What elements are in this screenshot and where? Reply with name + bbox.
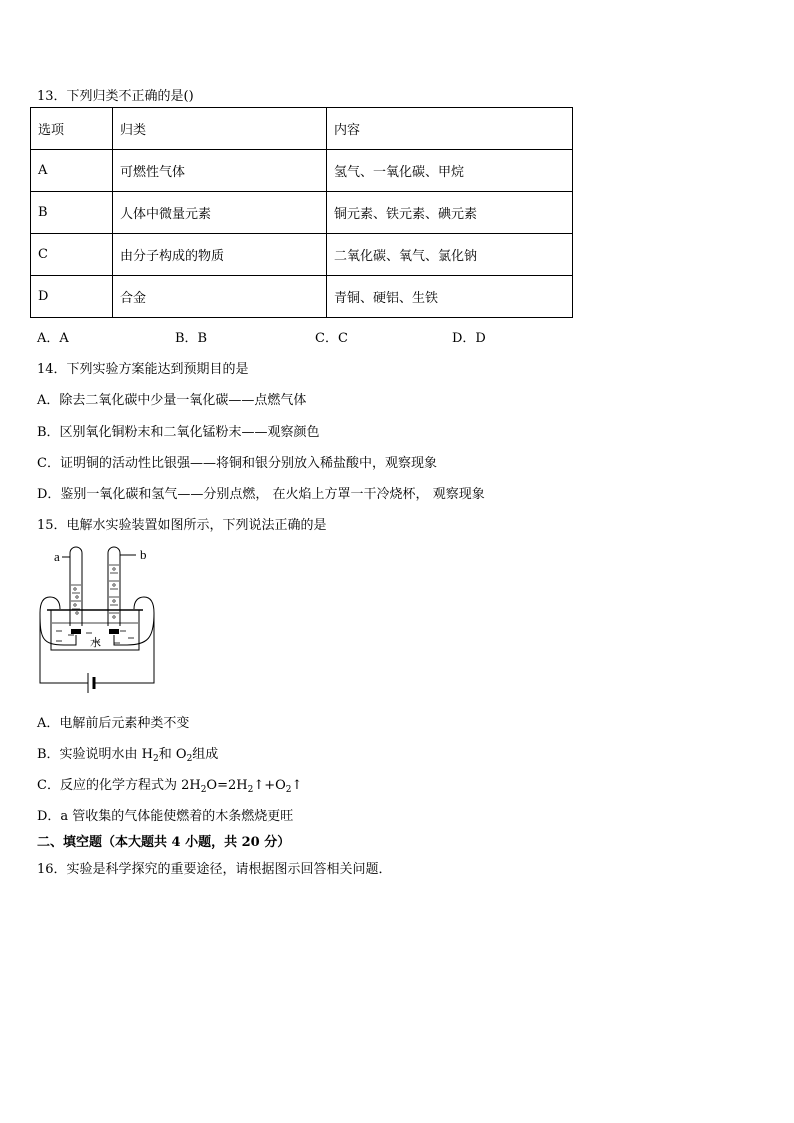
table-cell: D	[31, 276, 113, 318]
table-header-cell: 归类	[113, 108, 327, 150]
q14-option-a: A．除去二氧化碳中少量一氧化碳——点燃气体	[37, 393, 307, 408]
q13-option-b: B．B	[175, 331, 208, 346]
q15-stem: 15．电解水实验装置如图所示，下列说法正确的是	[37, 518, 327, 533]
q15-option-c-prefix: C．反应的化学方程式为 2H	[37, 778, 201, 793]
table-cell: C	[31, 234, 113, 276]
q14-stem: 14．下列实验方案能达到预期目的是	[37, 362, 249, 377]
subscript: 2	[200, 785, 207, 795]
table-header-cell: 选项	[31, 108, 113, 150]
electrode-b	[109, 629, 119, 634]
q15-option-c-mid2: ↑+O	[253, 778, 286, 793]
table-cell: 可燃性气体	[113, 150, 327, 192]
water-label: 水	[90, 636, 101, 649]
table-cell: 氢气、一氧化碳、甲烷	[327, 150, 573, 192]
subscript: 2	[285, 785, 292, 795]
table-row	[31, 276, 573, 318]
table-cell: 二氧化碳、氧气、氯化钠	[327, 234, 573, 276]
table-cell: 由分子构成的物质	[113, 234, 327, 276]
subscript: 2	[153, 754, 159, 764]
label-b: b	[140, 547, 147, 562]
q15-option-b-suffix: 组成	[192, 747, 219, 762]
subscript: 2	[247, 785, 254, 795]
section-heading: 二、填空题（本大题共 4 小题，共 20 分）	[37, 835, 291, 850]
wire-right	[98, 613, 154, 683]
q16-stem: 16．实验是科学探究的重要途径，请根据图示回答相关问题．	[37, 862, 392, 877]
q15-option-b-prefix: B．实验说明水由 H	[37, 747, 154, 762]
subscript: 2	[186, 754, 193, 764]
table-cell: 铜元素、铁元素、碘元素	[327, 192, 573, 234]
q15-option-c-suffix: ↑	[291, 778, 303, 793]
table-header-row	[31, 108, 573, 150]
q15-option-c-mid1: O=2H	[206, 778, 248, 793]
q14-option-d: D．鉴别一氧化碳和氢气——分别点燃， 在火焰上方罩一干冷烧杯， 观察现象	[37, 487, 485, 502]
table-cell: B	[31, 192, 113, 234]
q15-option-a: A．电解前后元素种类不变	[37, 716, 190, 731]
table-header-cell: 内容	[327, 108, 573, 150]
electrode-a	[71, 629, 81, 634]
wire-left	[40, 613, 88, 683]
q13-option-c: C．C	[315, 331, 348, 346]
label-a: a	[54, 549, 60, 564]
tube-b-liquid	[109, 565, 119, 613]
q14-option-b: B．区别氧化铜粉末和二氧化锰粉末——观察颜色	[37, 425, 320, 440]
table-cell: 合金	[113, 276, 327, 318]
table-cell: 人体中微量元素	[113, 192, 327, 234]
q15-option-b-mid: 和 O	[158, 747, 187, 762]
test-tube-a	[70, 547, 82, 626]
q13-stem: 13．下列归类不正确的是()	[37, 89, 194, 104]
electrolysis-apparatus-diagram	[34, 543, 160, 695]
table-cell: A	[31, 150, 113, 192]
table-row	[31, 150, 573, 192]
q15-option-c	[37, 774, 302, 795]
q15-option-b	[37, 743, 218, 764]
table-row	[31, 234, 573, 276]
q15-option-d: D．a 管收集的气体能使燃着的木条燃烧更旺	[37, 809, 294, 824]
q13-options	[37, 327, 577, 346]
q13-option-d: D．D	[452, 331, 486, 346]
table-row	[31, 192, 573, 234]
q14-option-c: C．证明铜的活动性比银强——将铜和银分别放入稀盐酸中，观察现象	[37, 456, 437, 471]
classification-table	[30, 107, 573, 318]
q13-option-a: A．A	[37, 331, 69, 346]
table-cell: 青铜、硬铝、生铁	[327, 276, 573, 318]
